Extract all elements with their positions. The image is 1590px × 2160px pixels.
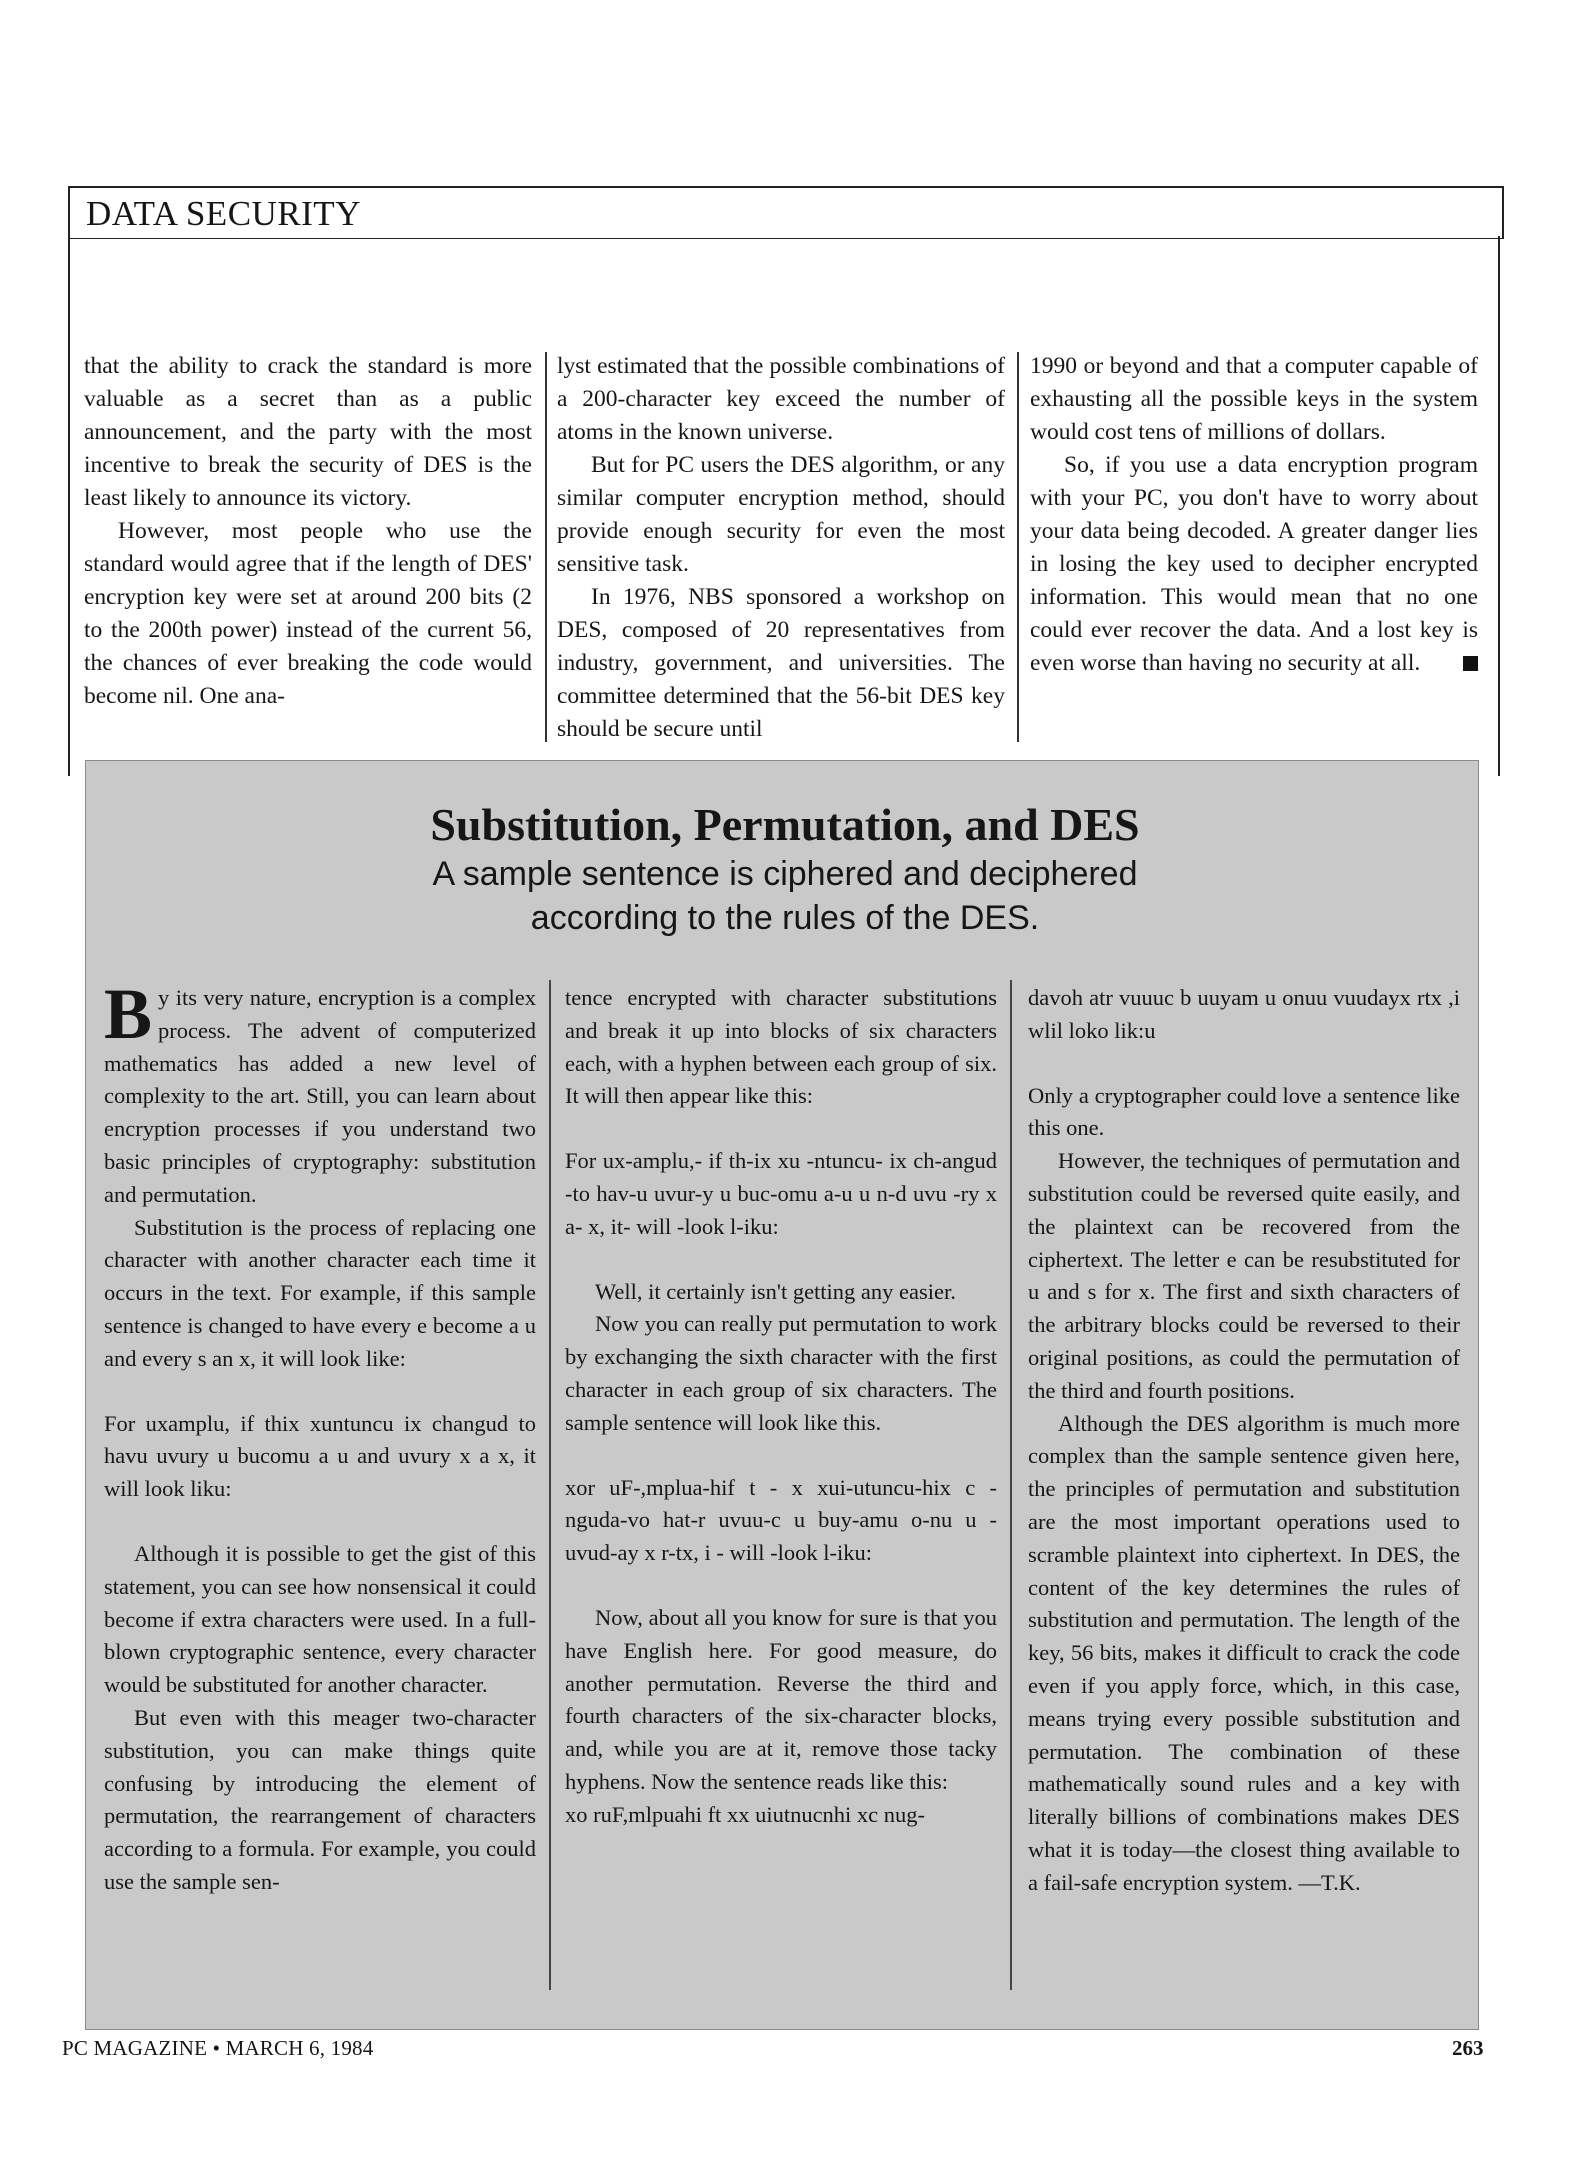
column-rule xyxy=(1010,980,1012,1990)
column-rule xyxy=(1017,352,1019,742)
column-rule xyxy=(545,352,547,742)
column-rule xyxy=(549,980,551,1990)
article-paragraph: In 1976, NBS sponsored a workshop on DES, composed of 20 representatives from industry, government, and universities. The committee determined that the 56-bit DES key should be secure until xyxy=(557,584,1005,742)
sidebar-column-3 xyxy=(1028,982,1460,1900)
sidebar-paragraph xyxy=(104,974,536,1212)
article-paragraph xyxy=(1030,449,1478,680)
sidebar-paragraph: Well, it certainly isn't getting any easier. xyxy=(595,1278,956,1304)
sidebar-paragraph: Only a cryptographer could love a sentence like this one. xyxy=(1028,1082,1460,1141)
article-column-2 xyxy=(557,350,1005,746)
sidebar-subtitle-line-2: according to the rules of the DES. xyxy=(530,899,1040,937)
page-number: 263 xyxy=(1452,2036,1484,2060)
sidebar-column-1 xyxy=(104,974,536,1899)
article-paragraph: However, most people who use the standard would agree that if the length of DES' encryption key were set at around 200 bits (2 to the 200th power) instead of the current 56, the chances of ever breaking the code would become nil. One ana- xyxy=(84,518,532,709)
cipher-example-2: For ux-amplu,- if th-ix xu -ntuncu- ix ch-angud -to hav-u uvur-y u buc-omu a-u u n-d uvu -ry x a- x, it- will -look l-iku: xyxy=(565,1148,997,1239)
sidebar-subtitle-line-1: A sample sentence is ciphered and deciphered xyxy=(432,855,1138,893)
article-paragraph: lyst estimated that the possible combinations of a 200-character key exceed the number of atoms in the known universe. xyxy=(557,353,1005,445)
sidebar-paragraph: But even with this meager two-character substitution, you can make things quite confusing by introducing the element of permutation, the rearrangement of characters according to a formula. For example, you could use the sample sen- xyxy=(104,1704,536,1894)
section-header xyxy=(68,186,1504,239)
cipher-example-4: xo ruF,mlpuahi ft xx uiutnucnhi xc nug- xyxy=(565,1801,926,1827)
article-column-1 xyxy=(84,350,532,713)
frame-left-rule xyxy=(68,236,70,776)
sidebar-paragraph: Although it is possible to get the gist of this statement, you can see how nonsensical it could become if extra characters were used. In a full-blown cryptographic sentence, every character would be substituted for another character. xyxy=(104,1540,536,1698)
cipher-example-3: xor uF-,mplua-hif t - x xui-utuncu-hix c - nguda-vo hat-r uvuu-c u buy-amu o-nu u - uvud-ay x r-tx, i - will -look l-iku: xyxy=(565,1474,997,1566)
article-paragraph: that the ability to crack the standard is more valuable as a secret than as a public announcement, and the party with the most incentive to break the security of DES is the least likely to announce its victory. xyxy=(84,353,532,511)
footer-publication: PC MAGAZINE • MARCH 6, 1984 xyxy=(62,2036,374,2060)
article-paragraph: 1990 or beyond and that a computer capable of exhausting all the possible keys in the system would cost tens of millions of dollars. xyxy=(1030,353,1478,445)
drop-cap: B xyxy=(104,974,153,1054)
frame-right-rule xyxy=(1498,236,1500,776)
article-column-3 xyxy=(1030,350,1478,680)
section-title: DATA SECURITY xyxy=(86,194,361,233)
sidebar-column-2 xyxy=(565,982,997,1832)
sidebar-paragraph: Now, about all you know for sure is that you have English here. For good measure, do another permutation. Reverse the third and fourth characters of the six-character blocks, and, while you are at it, remove those tacky hyphens. Now the sentence reads like this: xyxy=(565,1604,997,1794)
sidebar-paragraph: Substitution is the process of replacing one character with another character each time it occurs in the text. For example, if this sample sentence is changed to have every e become a u and every s an x, it will look like: xyxy=(104,1214,536,1371)
article-closing-text: So, if you use a data encryption program with your PC, you don't have to worry about your data being decoded. A greater danger lies in losing the key used to decipher encrypted information. This would mean that no one could ever recover the data. And a lost key is even worse than having no security at all. xyxy=(1030,452,1478,676)
sidebar-paragraph: Now you can really put permutation to work by exchanging the sixth character with the first character in each group of six characters. The sample sentence will look like this. xyxy=(565,1311,997,1435)
article-paragraph: But for PC users the DES algorithm, or any similar computer encryption method, should provide enough security for even the most sensitive task. xyxy=(557,452,1005,577)
sidebar-paragraph-text: y its very nature, encryption is a complex process. The advent of computerized mathematics has added a new level of complexity to the art. Still, you can learn about encryption processes if you understand two basic principles of cryptography: substitution and permutation. xyxy=(104,985,536,1207)
sidebar-title: Substitution, Permutation, and DES xyxy=(430,799,1140,850)
end-of-article-mark xyxy=(1463,656,1478,671)
cipher-example-4-continued: davoh atr vuuuc b uuyam u onuu vuudayx rtx ,i wlil loko lik:u xyxy=(1028,985,1460,1043)
cipher-example-1: For uxamplu, if thix xuntuncu ix changud to havu uvury u bucomu a u and uvury x a x, it will look liku: xyxy=(104,1410,536,1502)
sidebar-paragraph: tence encrypted with character substitutions and break it up into blocks of six characters each, with a hyphen between each group of six. It will then appear like this: xyxy=(565,985,997,1109)
sidebar-paragraph: Although the DES algorithm is much more complex than the sample sentence given here, the principles of permutation and substitution are the most important operations used to scramble plaintext into ciphertext. In DES, the content of the key determines the rules of substitution and permutation. The length of the key, 56 bits, makes it difficult to crack the code even if you apply force, which, in this case, means trying every possible substitution and permutation. The combination of these mathematically sound rules and a key with literally billions of combinations makes DES what it is today—the closest thing available to a fail-safe encryption system. —T.K. xyxy=(1028,1410,1460,1895)
sidebar-paragraph: However, the techniques of permutation and substitution could be reversed quite easily, and the plaintext can be recovered from the ciphertext. The letter e can be resubstituted for u and s for x. The first and sixth characters of the arbitrary blocks could be reversed to their original positions, as could the permutation of the third and fourth positions. xyxy=(1028,1148,1460,1403)
